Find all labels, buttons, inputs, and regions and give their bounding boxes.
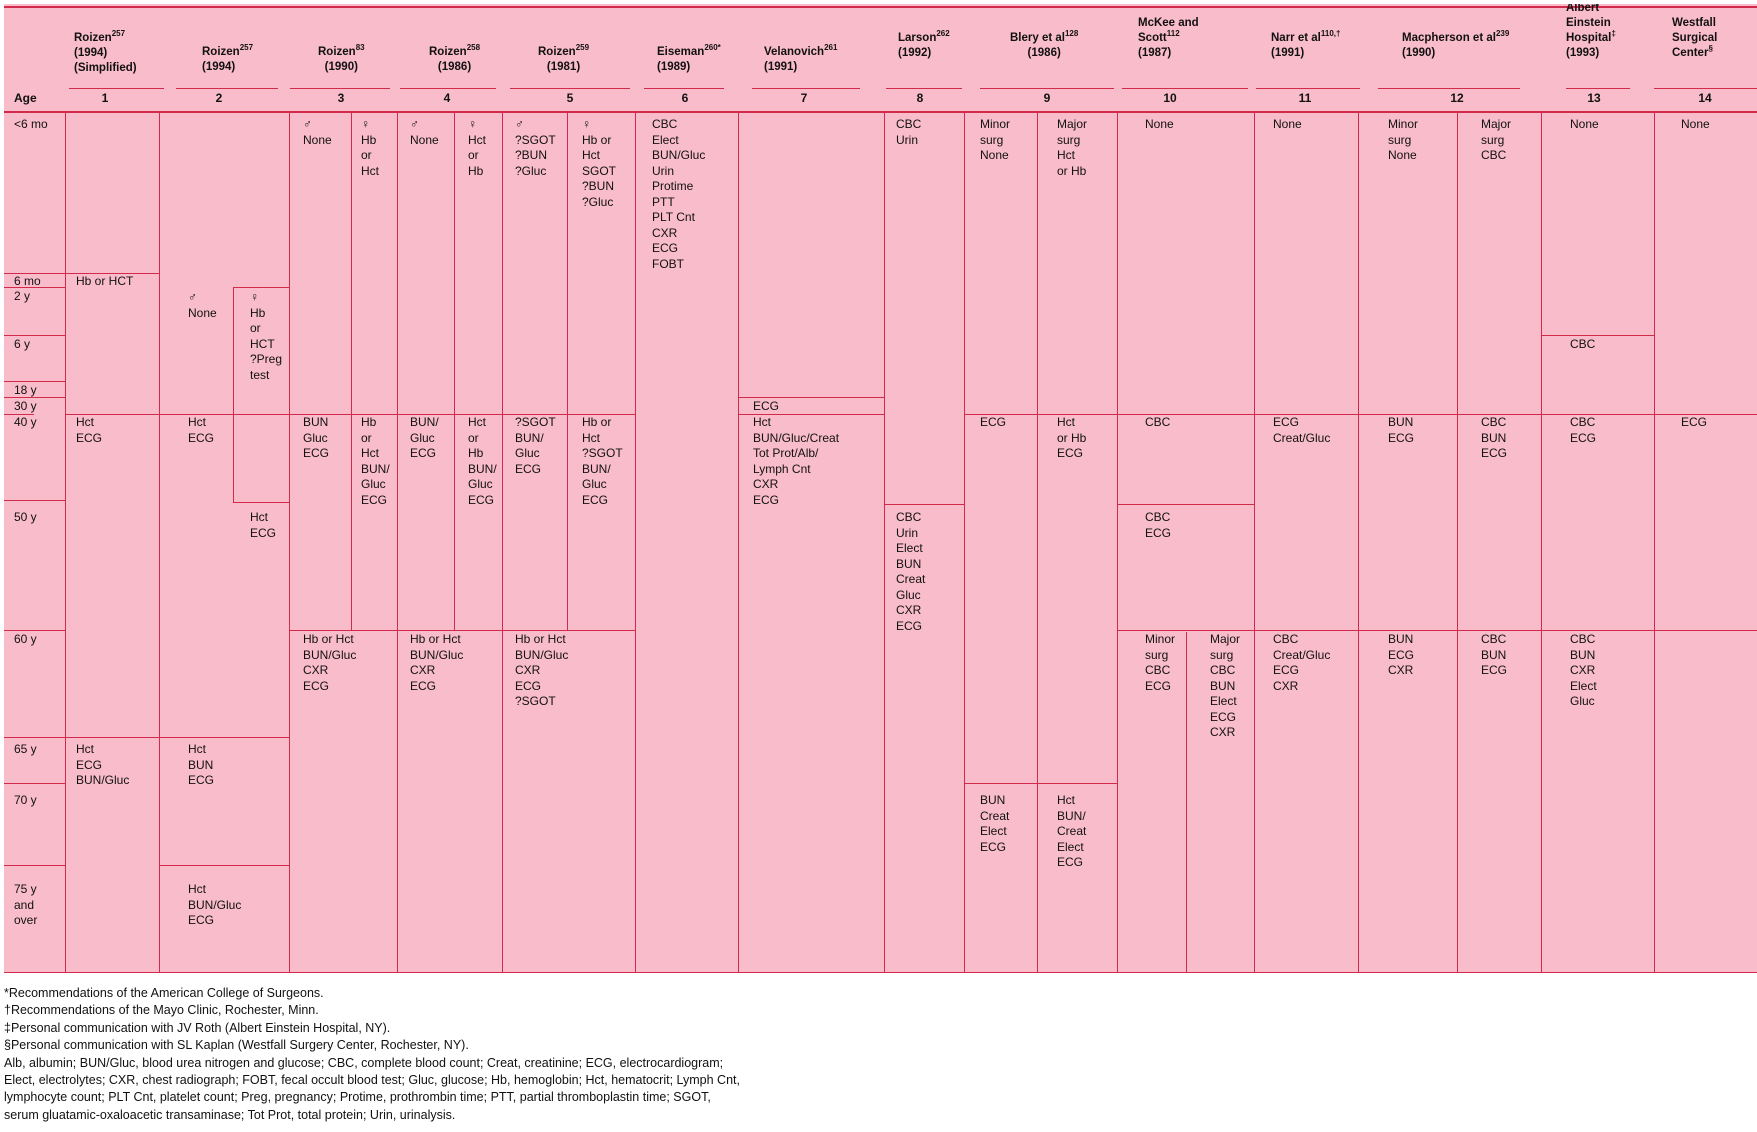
rule-line bbox=[65, 111, 66, 973]
table-footnotes bbox=[4, 985, 904, 1124]
table-cell: ECG bbox=[1681, 415, 1708, 429]
age-label: 75 y and over bbox=[14, 882, 38, 927]
rule-line bbox=[1541, 111, 1542, 973]
rule-line bbox=[233, 502, 289, 503]
table-cell: Minor surg None bbox=[980, 117, 1011, 162]
age-header: Age bbox=[14, 91, 37, 105]
rule-line bbox=[1654, 111, 1655, 973]
table-cell: BUN ECG bbox=[1388, 415, 1415, 445]
rule-line bbox=[635, 111, 636, 973]
table-cell: Hct ECG bbox=[188, 415, 215, 445]
column-header: Eiseman$^{260*}$ (1989) bbox=[657, 43, 721, 73]
age-label: <6 mo bbox=[14, 117, 48, 131]
column-number: 1 bbox=[101, 91, 109, 105]
table-cell: Minor surg CBC ECG bbox=[1145, 632, 1176, 693]
table-cell: Hct ECG bbox=[76, 415, 103, 445]
rule-line bbox=[964, 111, 965, 973]
table-cell: Hct or Hb ECG bbox=[1057, 415, 1087, 460]
age-label: 6 mo bbox=[14, 274, 41, 288]
column-number: 14 bbox=[1698, 91, 1712, 105]
table-cell: CBC Elect BUN/Gluc Urin Protime PTT PLT Cnt CXR ECG FOBT bbox=[652, 117, 706, 271]
table-cell: Major surg CBC BUN Elect ECG CXR bbox=[1210, 632, 1241, 739]
column-number: 9 bbox=[1043, 91, 1051, 105]
rule-line bbox=[4, 737, 65, 738]
rule-line bbox=[1122, 88, 1248, 89]
table-cell: None bbox=[1681, 117, 1710, 131]
rule-line bbox=[289, 111, 290, 973]
table-cell: ♀ Hb or HCT ?Preg test bbox=[250, 290, 283, 382]
table-cell: Hct or Hb BUN/ Gluc ECG bbox=[468, 415, 497, 507]
table-cell: CBC BUN ECG bbox=[1481, 632, 1508, 677]
rule-line bbox=[1117, 111, 1118, 973]
column-header: Westfall Surgical Center§ bbox=[1672, 17, 1718, 59]
rule-line bbox=[1654, 88, 1757, 89]
column-header: Roizen$^{258}$ (1986) bbox=[429, 43, 481, 73]
rule-line bbox=[1117, 414, 1254, 415]
rule-line bbox=[400, 88, 496, 89]
preoperative-testing-table bbox=[4, 4, 1757, 973]
rule-line bbox=[159, 865, 289, 866]
table-cell: Major surg Hct or Hb bbox=[1057, 117, 1088, 178]
rule-line bbox=[4, 335, 65, 336]
age-label: 50 y bbox=[14, 510, 37, 524]
table-cell: BUN Gluc ECG bbox=[303, 415, 330, 460]
table-cell: Hct BUN/ Creat Elect ECG bbox=[1057, 793, 1087, 869]
column-header: Roizen$^{83}$ (1990) bbox=[318, 43, 365, 73]
column-header: Albert Einstein Hospital‡ (1993) bbox=[1566, 4, 1616, 59]
rule-line bbox=[4, 381, 65, 382]
rule-line bbox=[964, 783, 1117, 784]
rule-line bbox=[233, 287, 289, 288]
column-number: 6 bbox=[681, 91, 689, 105]
table-cell: None bbox=[1145, 117, 1174, 131]
abbreviations-line: serum gluatamic-oxaloacetic transaminase; Tot Prot, total protein; Urin, urinalysis. bbox=[4, 1107, 456, 1122]
rule-line bbox=[159, 111, 160, 973]
column-number: 12 bbox=[1450, 91, 1464, 105]
rule-line bbox=[1566, 88, 1630, 89]
table-cell: CBC bbox=[1570, 337, 1596, 351]
rule-line bbox=[510, 88, 630, 89]
rule-line bbox=[4, 865, 65, 866]
abbreviations-line: Alb, albumin; BUN/Gluc, blood urea nitrogen and glucose; CBC, complete blood count; Creat, creatinine; ECG, electrocardiogram; bbox=[4, 1055, 724, 1070]
column-header: Roizen$^{257}$ (1994) (Simplified) bbox=[74, 29, 137, 74]
footnote: †Recommendations of the Mayo Clinic, Rochester, Minn. bbox=[4, 1003, 319, 1018]
table-cell: Hct ECG bbox=[250, 510, 277, 540]
column-header: Velanovich$^{261}$ (1991) bbox=[764, 43, 838, 73]
table-cell: BUN ECG CXR bbox=[1388, 632, 1415, 677]
rule-line bbox=[980, 88, 1114, 89]
rule-line bbox=[233, 287, 234, 502]
rule-line bbox=[567, 111, 568, 630]
rule-line bbox=[4, 500, 65, 501]
rule-line bbox=[65, 737, 159, 738]
column-header: Larson$^{262}$ (1992) bbox=[898, 29, 950, 59]
rule-line bbox=[454, 111, 455, 630]
rule-line bbox=[290, 88, 390, 89]
table-cell: CBC BUN CXR Elect Gluc bbox=[1570, 632, 1597, 708]
rule-line bbox=[397, 111, 398, 973]
table-cell: Hb or Hct BUN/ Gluc ECG bbox=[361, 415, 390, 507]
table-cell: None bbox=[1570, 117, 1599, 131]
column-number: 11 bbox=[1298, 91, 1312, 105]
table-cell: Hct BUN ECG bbox=[188, 742, 215, 787]
age-label: 18 y bbox=[14, 383, 37, 397]
column-header: Roizen$^{257}$ (1994) bbox=[202, 43, 254, 73]
column-header: Roizen$^{259}$ (1981) bbox=[538, 43, 590, 73]
column-number: 3 bbox=[337, 91, 345, 105]
age-label: 40 y bbox=[14, 415, 37, 429]
table-cell: Minor surg None bbox=[1388, 117, 1419, 162]
table-cell: ♀ Hb or Hct bbox=[361, 117, 379, 178]
rule-line bbox=[1117, 504, 1254, 505]
column-number: 2 bbox=[215, 91, 223, 105]
table-cell: ♀ Hb or Hct SGOT ?BUN ?Gluc bbox=[582, 117, 617, 209]
table-cell: Hct BUN/Gluc/Creat Tot Prot/Alb/ Lymph Cnt CXR ECG bbox=[753, 415, 840, 507]
table-cell: Hb or Hct BUN/Gluc CXR ECG bbox=[410, 632, 464, 693]
table-cell: ECG bbox=[753, 399, 780, 413]
rule-line bbox=[4, 111, 1757, 113]
footnote: §Personal communication with SL Kaplan (Westfall Surgery Center, Rochester, NY). bbox=[4, 1038, 469, 1053]
rule-line bbox=[884, 111, 885, 973]
rule-line bbox=[1358, 111, 1359, 973]
abbreviations-line: Elect, electrolytes; CXR, chest radiograph; FOBT, fecal occult blood test; Gluc, glucose; Hb, hemoglobin; Hct, hematocrit; Lymph Cnt, bbox=[4, 1073, 740, 1088]
abbreviations-line: lymphocyte count; PLT Cnt, platelet count; Preg, pregnancy; Protime, prothrombin time; PTT, partial thromboplastin time; SGOT, bbox=[4, 1090, 711, 1105]
table-cell: ♂ None bbox=[410, 117, 439, 147]
rule-line bbox=[351, 111, 352, 630]
rule-line bbox=[752, 88, 860, 89]
table-cell: BUN Creat Elect ECG bbox=[980, 793, 1010, 854]
rule-line bbox=[1378, 88, 1520, 89]
table-cell: Hb or HCT bbox=[76, 274, 134, 288]
table-cell: None bbox=[1273, 117, 1302, 131]
rule-line bbox=[1256, 88, 1360, 89]
rule-line bbox=[1186, 632, 1187, 973]
table-cell: ?SGOT BUN/ Gluc ECG bbox=[515, 415, 556, 476]
rule-line bbox=[1358, 630, 1541, 631]
rule-line bbox=[4, 6, 1757, 8]
column-header: Blery et $al^{128}$ (1986) bbox=[1010, 29, 1079, 59]
column-number: 5 bbox=[566, 91, 574, 105]
rule-line bbox=[1037, 111, 1038, 973]
rule-line bbox=[1541, 414, 1654, 415]
column-header: Narr et $al^{110,\dagger}$ (1991) bbox=[1271, 29, 1341, 59]
table-cell: CBC ECG bbox=[1570, 415, 1597, 445]
table-cell: ECG Creat/Gluc bbox=[1273, 415, 1331, 445]
table-cell: Hb or Hct BUN/Gluc CXR ECG ?SGOT bbox=[515, 632, 569, 708]
footnote: ‡Personal communication with JV Roth (Albert Einstein Hospital, NY). bbox=[4, 1020, 391, 1035]
table-cell: CBC Urin Elect BUN Creat Gluc CXR ECG bbox=[896, 510, 926, 633]
column-number: 8 bbox=[916, 91, 924, 105]
age-label: 65 y bbox=[14, 742, 37, 756]
table-cell: ♀ Hct or Hb bbox=[468, 117, 486, 178]
table-cell: Major surg CBC bbox=[1481, 117, 1512, 162]
table-cell: Hb or Hct ?SGOT BUN/ Gluc ECG bbox=[582, 415, 623, 507]
table-cell: CBC Urin bbox=[896, 117, 922, 147]
column-number: 7 bbox=[800, 91, 808, 105]
rule-line bbox=[4, 783, 65, 784]
rule-line bbox=[1358, 414, 1541, 415]
table-cell: CBC bbox=[1145, 415, 1171, 429]
table-cell: Hb or Hct BUN/Gluc CXR ECG bbox=[303, 632, 357, 693]
rule-line bbox=[1254, 111, 1255, 973]
table-cell: ECG bbox=[980, 415, 1007, 429]
age-label: 30 y bbox=[14, 399, 37, 413]
table-cell: CBC BUN ECG bbox=[1481, 415, 1508, 460]
column-number: 13 bbox=[1587, 91, 1601, 105]
rule-line bbox=[1457, 111, 1458, 973]
age-label: 6 y bbox=[14, 337, 31, 351]
age-label: 60 y bbox=[14, 632, 37, 646]
table-cell: ♂ None bbox=[303, 117, 332, 147]
rule-line bbox=[1541, 335, 1654, 336]
rule-line bbox=[884, 504, 964, 505]
rule-line bbox=[4, 972, 1757, 973]
column-header: McKee and Scott$^{112}$ (1987) bbox=[1138, 17, 1199, 59]
rule-line bbox=[69, 88, 164, 89]
table-cell: Hct ECG BUN/Gluc bbox=[76, 742, 130, 787]
table-cell: BUN/ Gluc ECG bbox=[410, 415, 439, 460]
rule-line bbox=[886, 88, 962, 89]
column-header: Macpherson et $al^{239}$ (1990) bbox=[1402, 29, 1510, 59]
column-number: 4 bbox=[443, 91, 451, 105]
table-cell: ♂ None bbox=[188, 290, 217, 320]
rule-line bbox=[176, 88, 278, 89]
rule-line bbox=[502, 111, 503, 973]
rule-line bbox=[4, 630, 65, 631]
age-label: 2 y bbox=[14, 289, 31, 303]
rule-line bbox=[159, 414, 289, 415]
age-label: 70 y bbox=[14, 793, 37, 807]
rule-line bbox=[738, 111, 739, 973]
column-number: 10 bbox=[1163, 91, 1177, 105]
rule-line bbox=[644, 88, 724, 89]
table-cell: CBC Creat/Gluc ECG CXR bbox=[1273, 632, 1331, 693]
table-cell: Hct BUN/Gluc ECG bbox=[188, 882, 242, 927]
table-cell: ♂ ?SGOT ?BUN ?Gluc bbox=[515, 117, 556, 178]
footnote: *Recommendations of the American College of Surgeons. bbox=[4, 986, 324, 1000]
table-cell: CBC ECG bbox=[1145, 510, 1172, 540]
rule-line bbox=[159, 737, 289, 738]
